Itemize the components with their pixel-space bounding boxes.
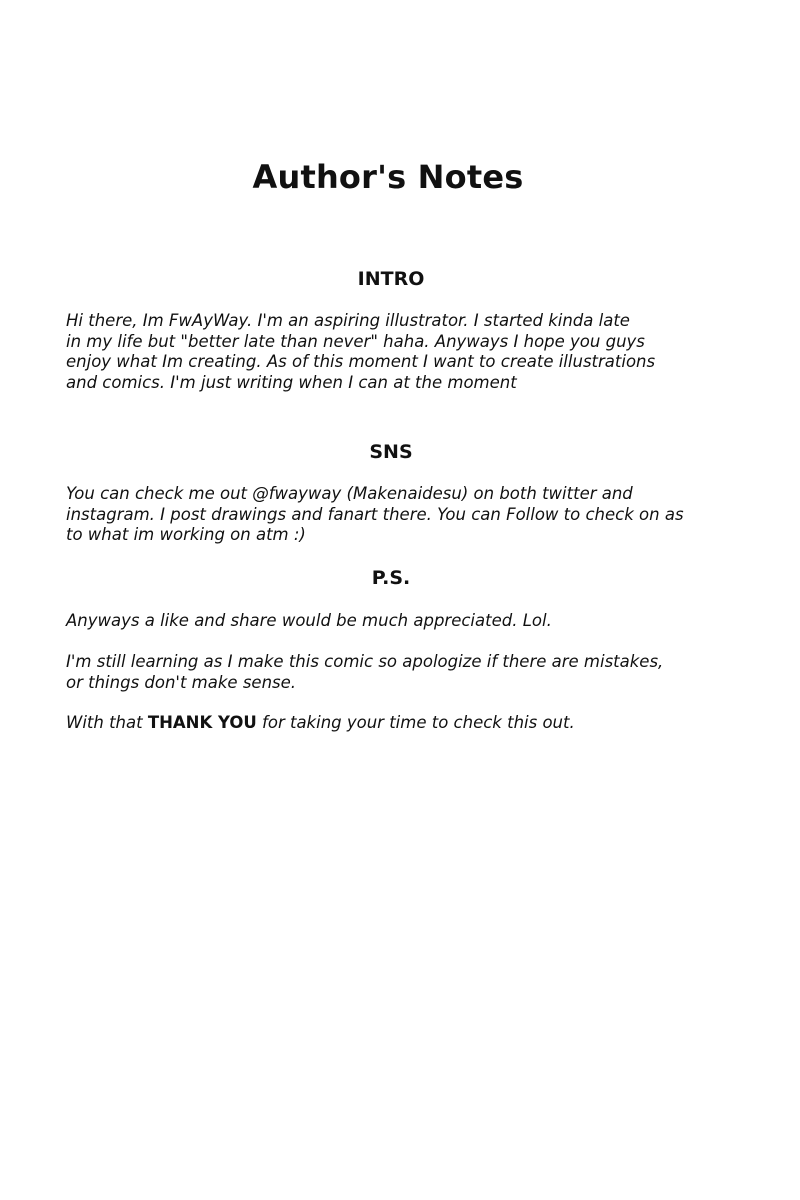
ps-learning-line: I'm still learning as I make this comic so apologize if there are mistakes, [66, 652, 664, 671]
ps-share-line: Anyways a like and share would be much appreciated. Lol. [66, 611, 552, 630]
page-title: Author's Notes [252, 158, 524, 196]
ps-learning-paragraph [66, 652, 663, 693]
intro-line: and comics. I'm just writing when I can at the moment [66, 372, 517, 392]
ps-heading: P.S. [371, 567, 411, 589]
intro-line: enjoy what Im creating. As of this moment I want to create illustrations [66, 352, 656, 371]
ps-thanks-before: With that [66, 713, 148, 732]
sns-line: You can check me out @fwayway (Makenaidesu) on both twitter and [66, 484, 633, 503]
ps-thanks-after: for taking your time to check this out. [256, 713, 575, 732]
ps-thanks-emphasis: THANK YOU [147, 713, 257, 732]
sns-paragraph [66, 484, 684, 546]
intro-line: Hi there, Im FwAyWay. I'm an aspiring illustrator. I started kinda late [66, 311, 630, 330]
intro-paragraph [66, 311, 655, 393]
intro-heading: INTRO [357, 268, 425, 290]
sns-line: instagram. I post drawings and fanart there. You can Follow to check on as [66, 504, 684, 524]
ps-thanks-line [66, 713, 575, 734]
sns-heading: SNS [369, 441, 413, 463]
ps-learning-line: or things don't make sense. [66, 672, 297, 692]
sns-line: to what im working on atm :) [66, 525, 306, 544]
intro-line: in my life but "better late than never" haha. Anyways I hope you guys [66, 331, 645, 351]
